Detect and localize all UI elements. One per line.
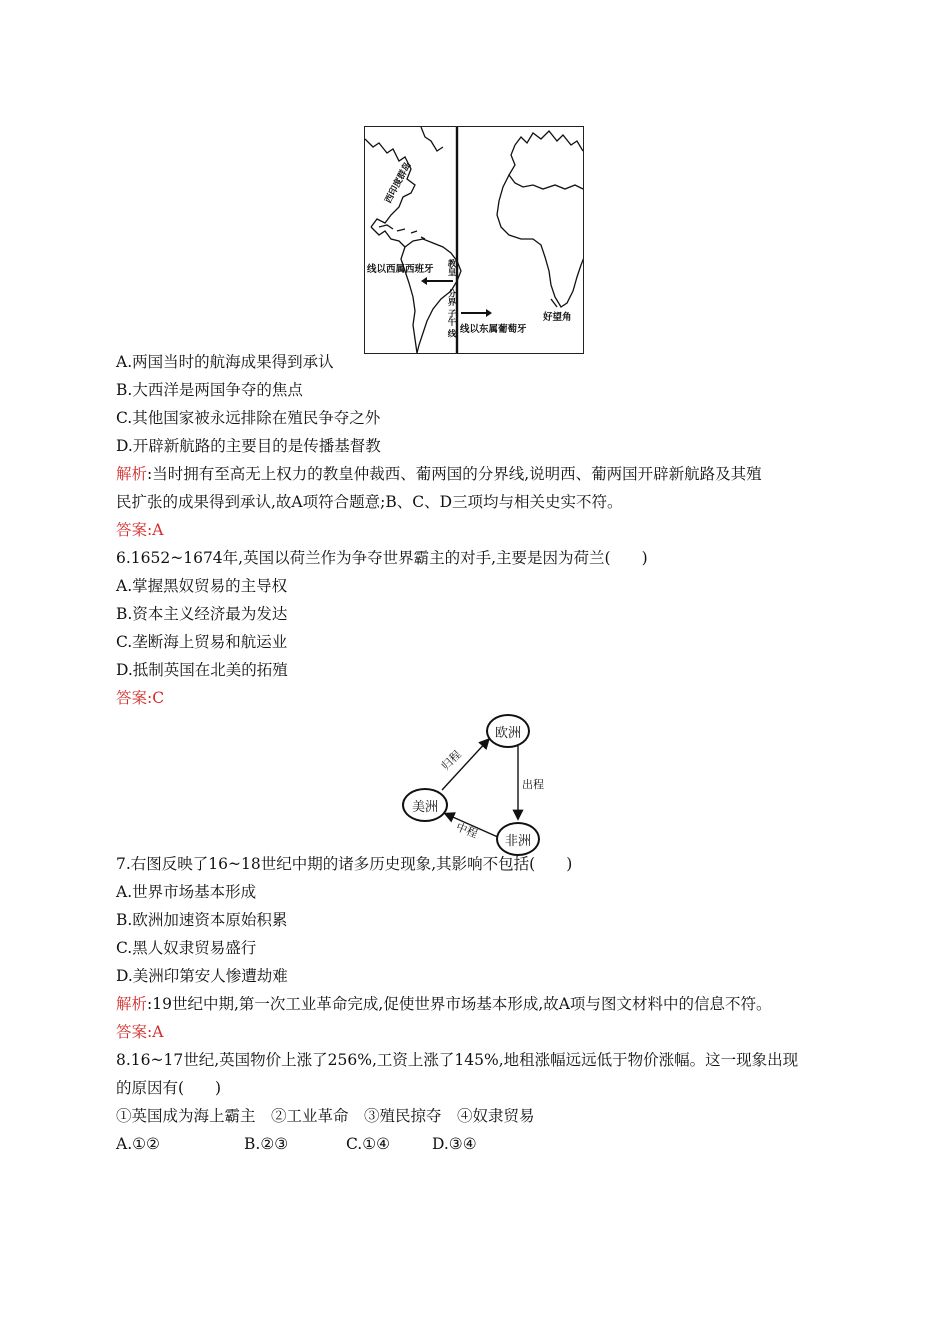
q8-option-a: A.①② bbox=[116, 1135, 160, 1153]
q5-analysis-line2: 民扩张的成果得到承认,故A项符合题意;B、C、D三项均与相关史实不符。 bbox=[116, 493, 623, 511]
q6-stem: 6.1652~1674年,英国以荷兰作为争夺世界霸主的对手,主要是因为荷兰( ) bbox=[116, 549, 648, 567]
q5-analysis-line1 bbox=[116, 464, 762, 484]
q5-option-d: D.开辟新航路的主要目的是传播基督教 bbox=[116, 437, 381, 455]
node-africa: 非洲 bbox=[496, 822, 540, 856]
q7-analysis-label: 解析 bbox=[116, 995, 148, 1013]
q8-items: ①英国成为海上霸主 ②工业革命 ③殖民掠夺 ④奴隶贸易 bbox=[116, 1107, 535, 1125]
q8-stem-line1: 8.16~17世纪,英国物价上涨了256%,工资上涨了145%,地租涨幅远远低于物价涨幅。这一现象出现 bbox=[116, 1051, 799, 1069]
node-america: 美洲 bbox=[402, 788, 448, 822]
q7-analysis-text: :19世纪中期,第一次工业革命完成,促使世界市场基本形成,故A项与图文材料中的信息不符。 bbox=[147, 995, 772, 1013]
q6-option-c: C.垄断海上贸易和航运业 bbox=[116, 633, 288, 651]
map-label-cape: 好望角 bbox=[543, 312, 572, 323]
q7-option-a: A.世界市场基本形成 bbox=[116, 883, 257, 901]
map-label-west: 线以西属西班牙 bbox=[367, 264, 434, 275]
node-europe: 欧洲 bbox=[486, 714, 530, 748]
q5-analysis-label: 解析 bbox=[116, 465, 148, 483]
label-middle-leg: 中程 bbox=[454, 820, 480, 841]
q5-option-b: B.大西洋是两国争夺的焦点 bbox=[116, 381, 303, 399]
q8-stem-line2: 的原因有( ) bbox=[116, 1079, 222, 1097]
q6-option-a: A.掌握黑奴贸易的主导权 bbox=[116, 577, 288, 595]
q8-option-b: B.②③ bbox=[244, 1135, 289, 1153]
map-label-line-a: 教皇 bbox=[446, 259, 456, 276]
label-out-leg: 出程 bbox=[522, 778, 544, 791]
q7-option-d: D.美洲印第安人惨遭劫难 bbox=[116, 967, 288, 985]
map-label-east: 线以东属葡萄牙 bbox=[460, 324, 527, 335]
triangular-trade-diagram bbox=[400, 712, 550, 857]
q8-option-d: D.③④ bbox=[432, 1135, 477, 1153]
q5-analysis-text: :当时拥有至高无上权力的教皇仲裁西、葡两国的分界线,说明西、葡两国开辟新航路及其殖 bbox=[147, 465, 762, 483]
papal-line-map bbox=[364, 126, 584, 354]
q7-answer: 答案:A bbox=[116, 1023, 164, 1041]
q5-answer: 答案:A bbox=[116, 521, 164, 539]
q6-answer: 答案:C bbox=[116, 689, 165, 707]
q7-option-c: C.黑人奴隶贸易盛行 bbox=[116, 939, 257, 957]
q8-option-c: C.①④ bbox=[346, 1135, 391, 1153]
map-label-west-indies: 西印度群岛 bbox=[383, 160, 414, 206]
map-label-line-d: 线 bbox=[446, 329, 456, 338]
q7-option-b: B.欧洲加速资本原始积累 bbox=[116, 911, 288, 929]
map-label-line-c: 子午 bbox=[446, 309, 456, 326]
q6-option-d: D.抵制英国在北美的拓殖 bbox=[116, 661, 288, 679]
q7-stem: 7.右图反映了16~18世纪中期的诸多历史现象,其影响不包括( ) bbox=[116, 855, 573, 873]
q7-analysis bbox=[116, 994, 771, 1014]
q6-option-b: B.资本主义经济最为发达 bbox=[116, 605, 288, 623]
map-label-line-b: 分界 bbox=[446, 289, 456, 306]
q5-option-c: C.其他国家被永远排除在殖民争夺之外 bbox=[116, 409, 381, 427]
label-return-leg: 归程 bbox=[438, 747, 464, 773]
q5-option-a: A.两国当时的航海成果得到承认 bbox=[116, 353, 334, 371]
